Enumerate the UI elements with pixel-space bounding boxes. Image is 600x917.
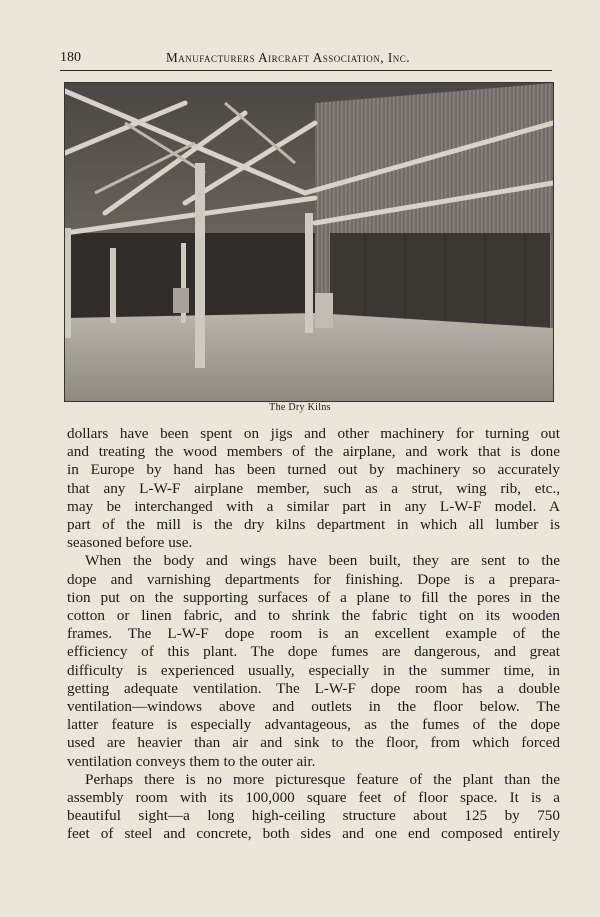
text-line: that any L-W-F airplane member, such as a strut, wing rib, etc., [67, 479, 560, 497]
paragraph-2 [67, 552, 560, 770]
text-line: dope and varnishing departments for finishing. Dope is a prepara- [67, 570, 560, 588]
text-line: When the body and wings have been built, they are sent to the [85, 552, 560, 570]
text-line: seasoned before use. [67, 534, 193, 552]
dry-kilns-photo [64, 82, 554, 402]
text-line: cotton or linen fabric, and to shrink the fabric tight on its wooden [67, 607, 560, 625]
text-line: may be interchanged with a similar part in any L-W-F model. A [67, 497, 560, 515]
text-line: used are heavier than air and sink to the floor, from which forced [67, 734, 560, 752]
text-line: getting adequate ventilation. The L-W-F dope room has a double [67, 679, 560, 697]
text-line: ventilation conveys them to the outer air. [67, 752, 316, 770]
paragraph-1 [67, 425, 560, 552]
paragraph-3 [67, 771, 560, 844]
body-text [67, 425, 560, 844]
text-line: in Europe by hand has been turned out by machinery so accurately [67, 461, 560, 479]
text-line: Perhaps there is no more picturesque feature of the plant than the [85, 770, 560, 788]
text-line: beautiful sight—a long high-ceiling structure about 125 by 750 [67, 807, 560, 825]
text-line: difficulty is experienced usually, especially in the summer time, in [67, 661, 560, 679]
text-line: assembly room with its 100,000 square feet of floor space. It is a [67, 789, 560, 807]
text-line: efficiency of this plant. The dope fumes are dangerous, and great [67, 643, 560, 661]
figure-caption: The Dry Kilns [269, 402, 331, 413]
text-line: and treating the wood members of the airplane, and work that is done [67, 443, 560, 461]
text-line: latter feature is especially advantageous, as the fumes of the dope [67, 716, 560, 734]
text-line: tion put on the supporting surfaces of a plane to fill the pores in the [67, 588, 560, 606]
text-line: dollars have been spent on jigs and other machinery for turning out [67, 425, 560, 442]
text-line: frames. The L-W-F dope room is an excellent example of the [67, 625, 560, 643]
page-header [60, 46, 552, 71]
text-line: ventilation—windows above and outlets in the floor below. The [67, 698, 560, 716]
page-number: 180 [60, 50, 81, 65]
text-line: part of the mill is the dry kilns department in which all lumber is [67, 516, 560, 534]
text-line: feet of steel and concrete, both sides and one end composed entirely [67, 825, 560, 843]
running-head: Manufacturers Aircraft Association, Inc. [166, 50, 411, 65]
